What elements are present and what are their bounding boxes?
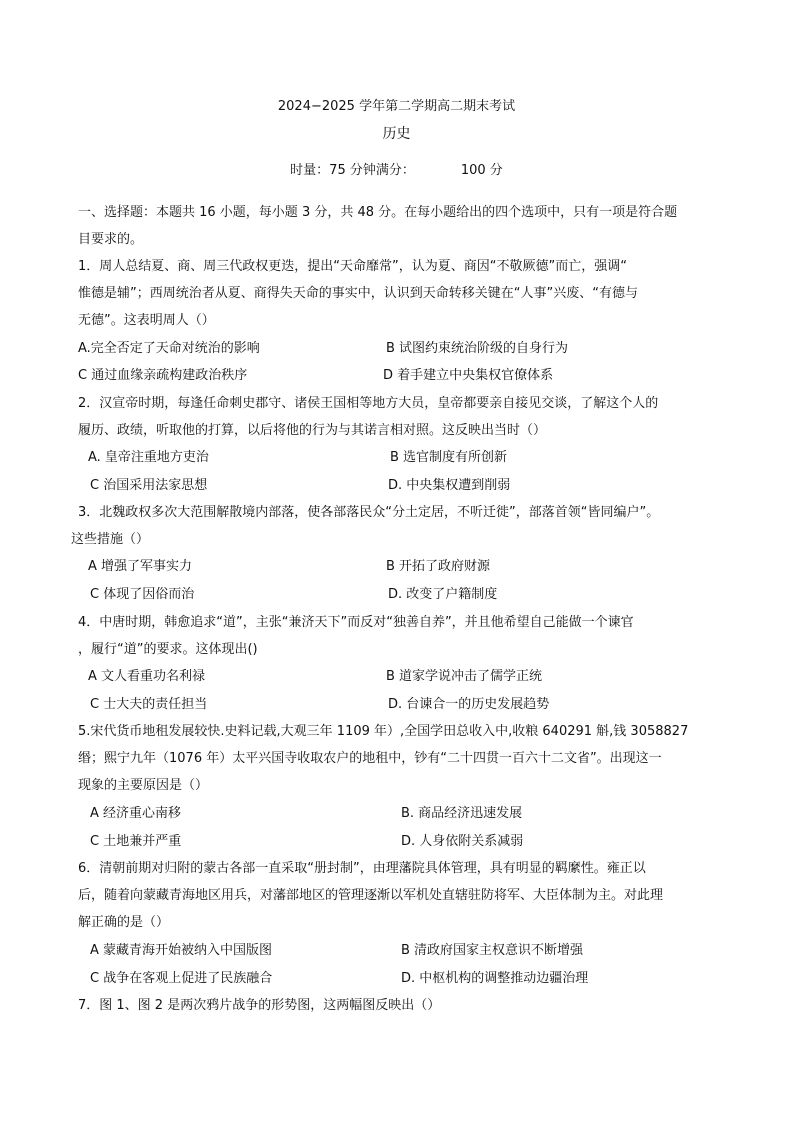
question-1-line-3: 无德”。这表明周人（） bbox=[78, 313, 215, 328]
question-6-option-a[interactable]: A 蒙藏青海开始被纳入中国版图 bbox=[90, 943, 273, 958]
question-6-option-b[interactable]: B 清政府国家主权意识不断增强 bbox=[401, 943, 584, 958]
question-3-option-a[interactable]: A 增强了军事实力 bbox=[88, 559, 193, 574]
question-5-option-c[interactable]: C 土地兼并严重 bbox=[90, 834, 182, 849]
question-4-option-d[interactable]: D. 台谏合一的历史发展趋势 bbox=[388, 697, 550, 712]
question-2-option-a[interactable]: A. 皇帝注重地方吏治 bbox=[88, 450, 209, 465]
question-3-option-d[interactable]: D. 改变了户籍制度 bbox=[388, 587, 498, 602]
question-3-line-1: 3．北魏政权多次大范围解散境内部落，使各部落民众“分土定居，不听迁徙”，部落首领“皆同编户”。 bbox=[78, 505, 660, 520]
time-label: 时量：75 分钟满分： bbox=[290, 163, 415, 178]
question-6-line-3: 解正确的是（） bbox=[78, 915, 170, 930]
question-4-option-b[interactable]: B 道家学说冲击了儒学正统 bbox=[386, 669, 543, 684]
question-6-line-1: 6．清朝前期对归附的蒙古各部一直采取“册封制”，由理藩院具体管理，具有明显的羁縻性。雍正以 bbox=[78, 861, 646, 876]
question-4-option-a[interactable]: A 文人看重功名利禄 bbox=[88, 669, 206, 684]
question-4-option-c[interactable]: C 士大夫的责任担当 bbox=[90, 697, 208, 712]
question-5-option-a[interactable]: A 经济重心南移 bbox=[90, 806, 182, 821]
question-2-line-1: 2．汉宣帝时期，每逢任命刺史郡守、诸侯王国相等地方大员，皇帝都要亲自接见交谈，了解这个人的 bbox=[78, 396, 659, 411]
section-instruction-line-1: 一、选择题：本题共 16 小题，每小题 3 分，共 48 分。在每小题给出的四个选项中，只有一项是符合题 bbox=[78, 205, 678, 220]
score-label: 100 分 bbox=[460, 163, 503, 178]
question-5-option-d[interactable]: D. 人身依附关系减弱 bbox=[401, 834, 524, 849]
question-2-option-d[interactable]: D. 中央集权遭到削弱 bbox=[388, 478, 511, 493]
question-1-option-b[interactable]: B 试图约束统治阶级的自身行为 bbox=[386, 341, 569, 356]
question-5-line-3: 现象的主要原因是（） bbox=[78, 778, 209, 793]
question-1-option-a[interactable]: A.完全否定了天命对统治的影响 bbox=[78, 341, 260, 356]
question-6-option-d[interactable]: D. 中枢机构的调整推动边疆治理 bbox=[401, 971, 589, 986]
question-3-option-b[interactable]: B 开拓了政府财源 bbox=[386, 559, 491, 574]
question-1-option-c[interactable]: C 通过血缘亲疏构建政治秩序 bbox=[78, 368, 248, 383]
question-5-option-b[interactable]: B. 商品经济迅速发展 bbox=[401, 806, 523, 821]
question-1-option-d[interactable]: D 着手建立中央集权官僚体系 bbox=[383, 368, 554, 383]
question-2-option-b[interactable]: B 选官制度有所创新 bbox=[390, 450, 508, 465]
section-instruction-line-2: 目要求的。 bbox=[78, 232, 144, 247]
question-6-line-2: 后，随着向蒙藏青海地区用兵，对藩部地区的管理逐渐以军机处直辖驻防将军、大臣体制为主。对此理 bbox=[78, 888, 664, 903]
question-1-line-1: 1．周人总结夏、商、周三代政权更迭，提出“天命靡常”，认为夏、商因“不敬厥德”而亡，强调“ bbox=[78, 259, 627, 274]
question-1-line-2: 惟德是辅”；西周统治者从夏、商得失天命的事实中，认识到天命转移关键在“人事”兴废、“有德与 bbox=[78, 286, 638, 301]
question-7-line-1: 7．图 1、图 2 是两次鸦片战争的形势图，这两幅图反映出（） bbox=[78, 998, 441, 1013]
question-4-line-1: 4．中唐时期，韩愈追求“道”，主张“兼济天下”而反对“独善自养”，并且他希望自己能做一个谏官 bbox=[78, 615, 634, 630]
question-2-line-2: 履历、政绩，听取他的打算，以后将他的行为与其诺言相对照。这反映出当时（） bbox=[78, 423, 547, 438]
question-5-line-1: 5.宋代货币地租发展较快.史料记载,大观三年 1109 年）,全国学田总收入中,收粮 640291 斛,钱 3058827 bbox=[78, 724, 689, 739]
question-3-line-2: 这些措施（） bbox=[71, 532, 150, 547]
question-2-option-c[interactable]: C 治国采用法家思想 bbox=[90, 478, 208, 493]
exam-meta bbox=[0, 159, 793, 178]
question-4-line-2: ，履行“道”的要求。这体现出() bbox=[78, 642, 258, 657]
question-6-option-c[interactable]: C 战争在客观上促进了民族融合 bbox=[90, 971, 273, 986]
question-5-line-2: 缗；熙宁九年（1076 年）太平兴国寺收取农户的地租中，钞有“二十四贯一百六十二文省”。出现这一 bbox=[78, 751, 662, 766]
exam-subject: 历史 bbox=[382, 126, 411, 142]
exam-title: 2024−2025 学年第二学期高二期末考试 bbox=[277, 99, 516, 114]
question-3-option-c[interactable]: C 体现了因俗而治 bbox=[90, 587, 195, 602]
